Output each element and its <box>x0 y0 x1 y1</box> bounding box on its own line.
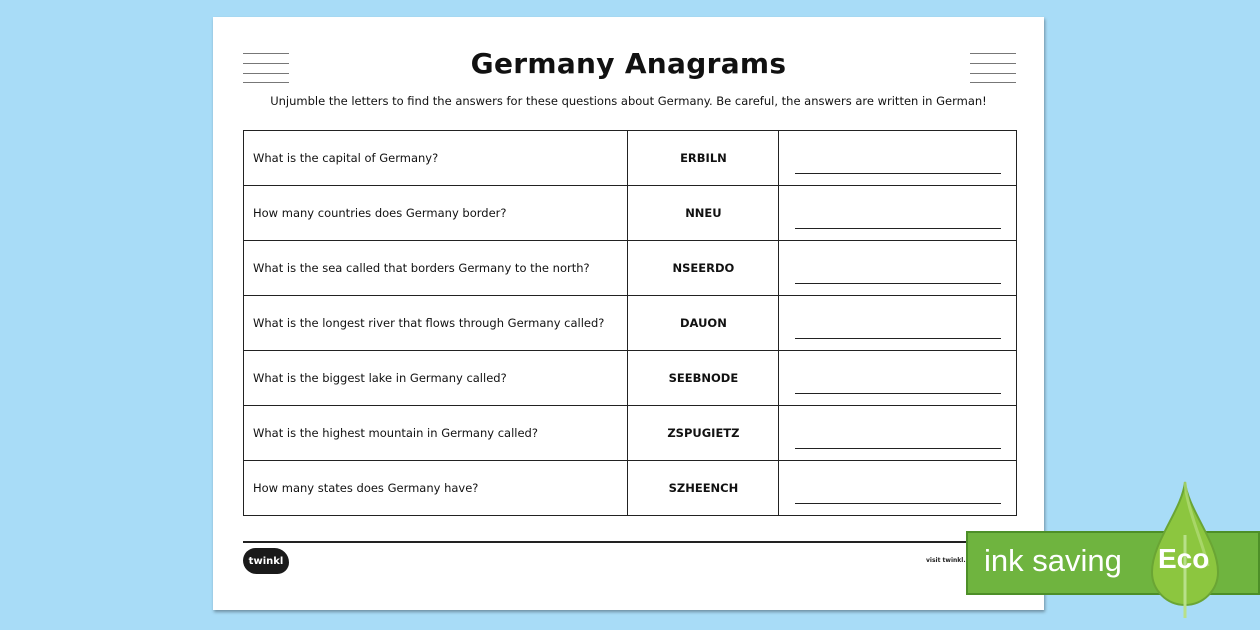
twinkl-logo: twinkl <box>243 548 289 574</box>
question-cell: What is the longest river that flows through Germany called? <box>244 296 628 351</box>
table-row <box>244 351 1017 406</box>
answer-cell[interactable] <box>779 461 1017 516</box>
visit-link[interactable]: visit twinkl. <box>926 557 966 564</box>
anagram-cell: SEEBNODE <box>628 351 779 406</box>
answer-line <box>795 228 1001 229</box>
answer-line <box>795 338 1001 339</box>
question-cell: What is the capital of Germany? <box>244 131 628 186</box>
table-row <box>244 131 1017 186</box>
footer-divider <box>243 541 1017 543</box>
question-cell: How many countries does Germany border? <box>244 186 628 241</box>
anagram-cell: SZHEENCH <box>628 461 779 516</box>
table-row <box>244 406 1017 461</box>
anagram-cell: ZSPUGIETZ <box>628 406 779 461</box>
answer-line <box>795 448 1001 449</box>
anagram-cell: NSEERDO <box>628 241 779 296</box>
worksheet-page <box>213 17 1044 610</box>
answer-cell[interactable] <box>779 186 1017 241</box>
answer-cell[interactable] <box>779 406 1017 461</box>
table-row <box>244 461 1017 516</box>
table-row <box>244 241 1017 296</box>
anagram-cell: ERBILN <box>628 131 779 186</box>
question-cell: What is the biggest lake in Germany called? <box>244 351 628 406</box>
ink-saving-label: ink saving <box>984 543 1122 578</box>
question-cell: What is the sea called that borders Germany to the north? <box>244 241 628 296</box>
question-cell: What is the highest mountain in Germany called? <box>244 406 628 461</box>
page-title: Germany Anagrams <box>470 47 787 80</box>
table-row <box>244 296 1017 351</box>
anagram-table <box>243 130 1017 516</box>
question-cell: How many states does Germany have? <box>244 461 628 516</box>
answer-cell[interactable] <box>779 241 1017 296</box>
answer-line <box>795 173 1001 174</box>
answer-line <box>795 503 1001 504</box>
table-row <box>244 186 1017 241</box>
anagram-cell: DAUON <box>628 296 779 351</box>
eco-label: Eco <box>1158 543 1210 574</box>
answer-cell[interactable] <box>779 351 1017 406</box>
instructions: Unjumble the letters to find the answers for these questions about Germany. Be careful, the answers are written in German! <box>270 94 987 108</box>
answer-cell[interactable] <box>779 131 1017 186</box>
answer-line <box>795 283 1001 284</box>
anagram-cell: NNEU <box>628 186 779 241</box>
answer-line <box>795 393 1001 394</box>
answer-cell[interactable] <box>779 296 1017 351</box>
